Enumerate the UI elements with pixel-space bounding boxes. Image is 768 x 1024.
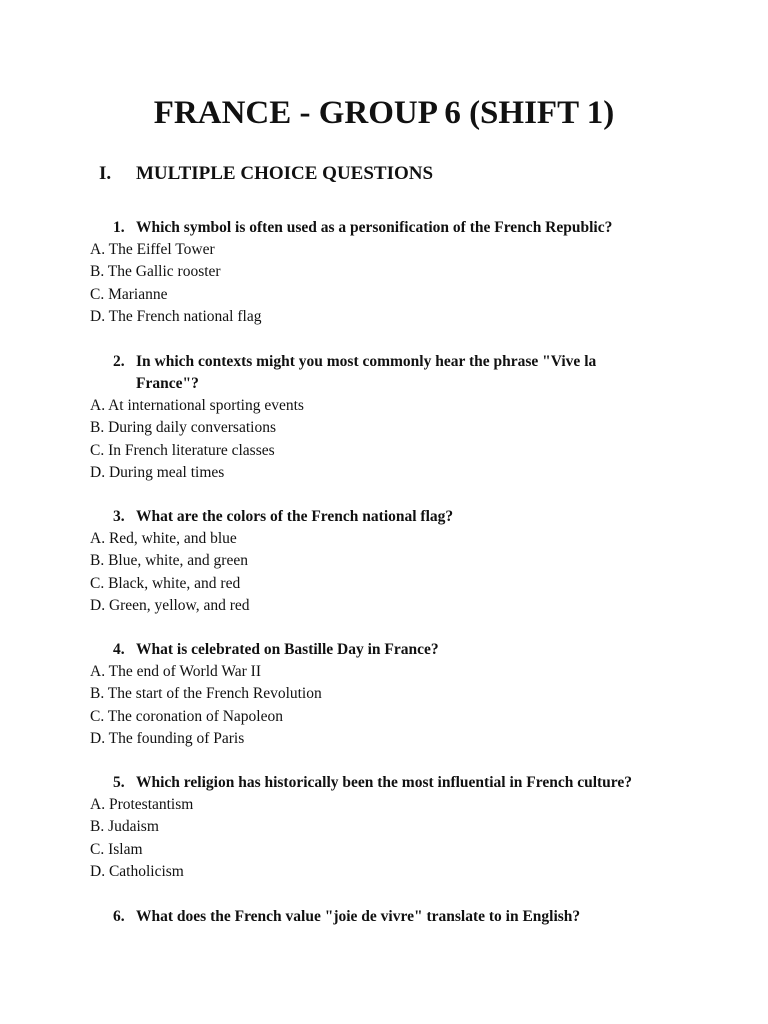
answer-option-d: D. Green, yellow, and red	[90, 596, 250, 614]
answer-option-d: D. The French national flag	[90, 307, 262, 325]
section-number: I.	[99, 163, 112, 184]
question-number: 5.	[113, 774, 125, 791]
question-1	[0, 217, 768, 328]
question-text: What is celebrated on Bastille Day in France?	[136, 641, 439, 658]
answer-option-b: B. Blue, white, and green	[90, 552, 248, 570]
question-prompt	[0, 506, 768, 528]
answer-option-a: A. Red, white, and blue	[90, 530, 237, 547]
answer-option-a: A. The end of World War II	[90, 663, 261, 680]
question-3	[0, 506, 768, 617]
answer-options	[0, 395, 768, 484]
question-text: What are the colors of the French national flag?	[136, 508, 454, 525]
question-prompt	[0, 906, 768, 928]
answer-options	[0, 528, 768, 617]
answer-option-b: B. The start of the French Revolution	[90, 685, 322, 703]
question-5	[0, 772, 768, 883]
answer-option-c: C. Islam	[90, 840, 143, 858]
answer-options	[0, 794, 768, 883]
answer-option-c: C. Black, white, and red	[90, 574, 241, 592]
answer-option-d: D. Catholicism	[90, 862, 184, 880]
question-2	[0, 351, 768, 484]
answer-option-a: A. At international sporting events	[90, 397, 304, 414]
question-number: 6.	[113, 908, 125, 925]
question-text: Which symbol is often used as a personification of the French Republic?	[136, 219, 613, 236]
question-text: In which contexts might you most commonly hear the phrase "Vive la France"?	[136, 353, 597, 392]
question-prompt	[0, 217, 768, 239]
question-number: 4.	[113, 641, 125, 658]
question-text: Which religion has historically been the most influential in French culture?	[136, 774, 633, 791]
answer-option-c: C. Marianne	[90, 285, 168, 303]
question-number: 3.	[113, 508, 125, 525]
question-4	[0, 639, 768, 750]
answer-option-c: C. The coronation of Napoleon	[90, 707, 283, 725]
document-title: FRANCE - GROUP 6 (SHIFT 1)	[153, 95, 615, 131]
answer-option-b: B. During daily conversations	[90, 419, 276, 437]
answer-option-d: D. During meal times	[90, 463, 225, 481]
answer-option-b: B. Judaism	[90, 818, 159, 836]
question-prompt	[0, 772, 768, 794]
question-prompt	[0, 639, 768, 661]
question-text: What does the French value "joie de vivre" translate to in English?	[136, 908, 581, 925]
answer-option-b: B. The Gallic rooster	[90, 263, 221, 281]
answer-option-d: D. The founding of Paris	[90, 729, 245, 747]
question-6	[0, 906, 768, 928]
section-title: MULTIPLE CHOICE QUESTIONS	[136, 163, 434, 184]
answer-option-a: A. Protestantism	[90, 796, 194, 813]
answer-option-c: C. In French literature classes	[90, 441, 275, 459]
question-number: 2.	[113, 353, 125, 370]
answer-options	[0, 661, 768, 750]
answer-option-a: A. The Eiffel Tower	[90, 241, 215, 258]
answer-options	[0, 239, 768, 328]
question-number: 1.	[113, 219, 125, 236]
question-prompt	[0, 351, 768, 395]
